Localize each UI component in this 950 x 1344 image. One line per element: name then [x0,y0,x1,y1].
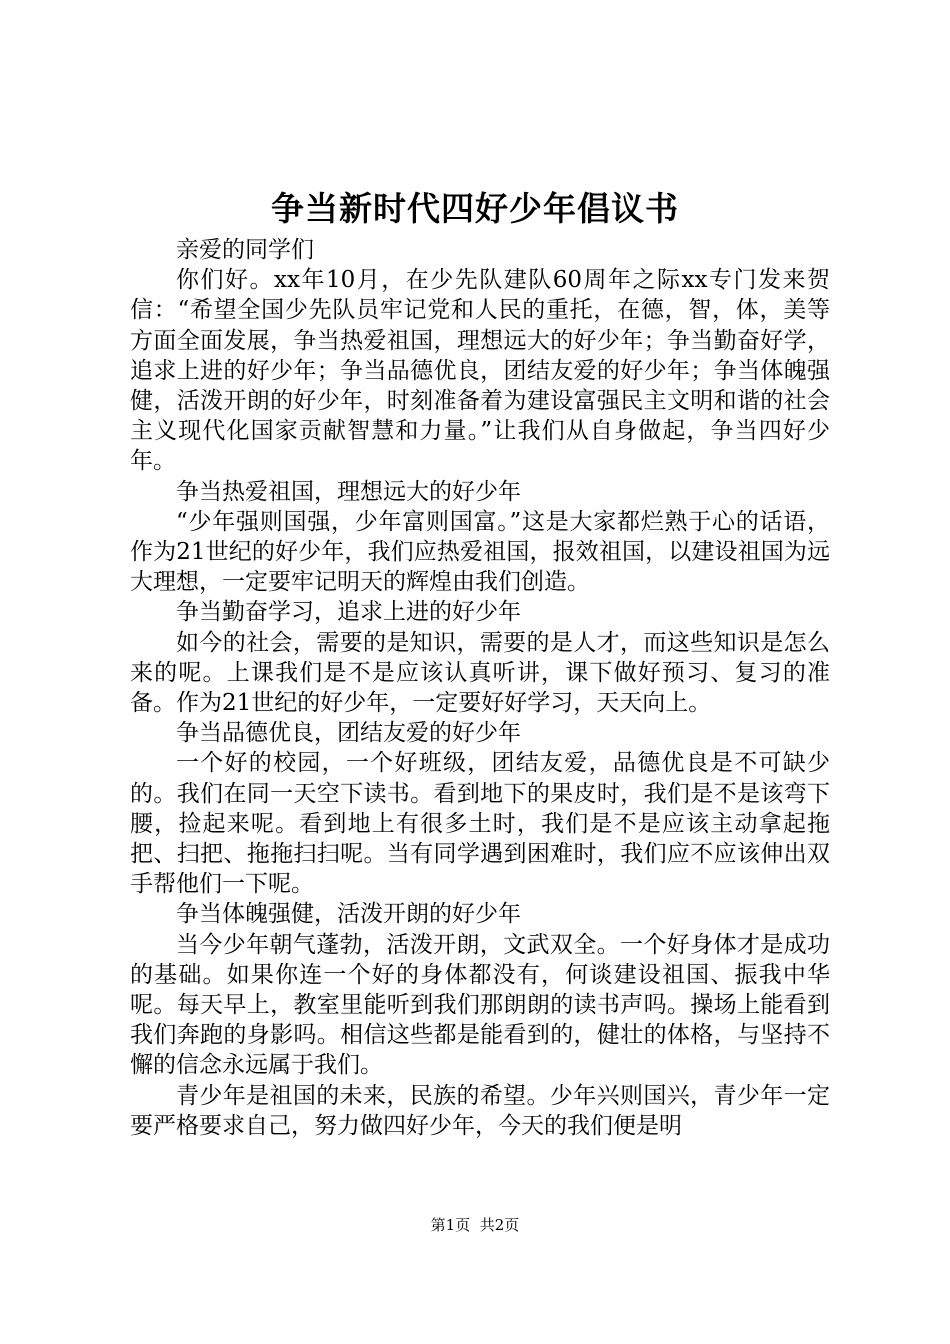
section-heading-fitness: 争当体魄强健，活泼开朗的好少年 [176,901,521,928]
section-heading-patriotism: 争当热爱祖国，理想远大的好少年 [176,478,521,505]
section-heading-study: 争当勤奋学习，追求上进的好少年 [176,599,521,626]
paragraph-fitness: 当今少年朝气蓬勃，活泼开朗，文武双全。一个好身体才是成功的基础。如果你连一个好的身体都没有，何谈建设祖国、振我中华呢。每天早上，教室里能听到我们那朗朗的读书声吗。操场上能看到我们奔跑的身影吗。相信这些都是能看到的，健壮的体格，与坚持不懈的信念永远属于我们。 [130,931,830,1079]
page-total: 共2页 [479,1216,520,1234]
paragraph-character: 一个好的校园，一个好班级，团结友爱，品德优良是不可缺少的。我们在同一天空下读书。看到地下的果皮时，我们是不是该弯下腰，捡起来呢。看到地上有很多土时，我们是不是应该主动拿起拖把、扫把、拖拖扫扫呢。当有同学遇到困难时，我们应不应该伸出双手帮他们一下呢。 [130,750,830,898]
document-title: 争当新时代四好少年倡议书 [271,189,679,228]
intro-paragraph: 你们好。xx年10月，在少先队建队60周年之际xx专门发来贺信：“希望全国少先队员牢记党和人民的重托，在德，智，体，美等方面全面发展，争当热爱祖国，理想远大的好少年；争当勤奋好学，追求上进的好少年；争当品德优良，团结友爱的好少年；争当体魄强健，活泼开朗的好少年，时刻准备着为建设富强民主文明和谐的社会主义现代化国家贡献智慧和力量。”让我们从自身做起，争当四好少年。 [130,267,830,475]
page-number: 第1页 [430,1216,471,1234]
salutation: 亲爱的同学们 [176,237,314,263]
document-body [130,235,830,1141]
page-footer [0,1215,950,1235]
paragraph-study: 如今的社会，需要的是知识，需要的是人才，而这些知识是怎么来的呢。上课我们是不是应该认真听讲，课下做好预习、复习的准备。作为21世纪的好少年，一定要好好学习，天天向上。 [130,629,830,717]
section-heading-character: 争当品德优良，团结友爱的好少年 [176,720,521,747]
closing-paragraph: 青少年是祖国的未来，民族的希望。少年兴则国兴，青少年一定要严格要求自己，努力做四好少年，今天的我们便是明 [130,1082,830,1139]
paragraph-patriotism: “少年强则国强，少年富则国富。”这是大家都烂熟于心的话语，作为21世纪的好少年，我们应热爱祖国，报效祖国，以建设祖国为远大理想，一定要牢记明天的辉煌由我们创造。 [130,508,830,596]
